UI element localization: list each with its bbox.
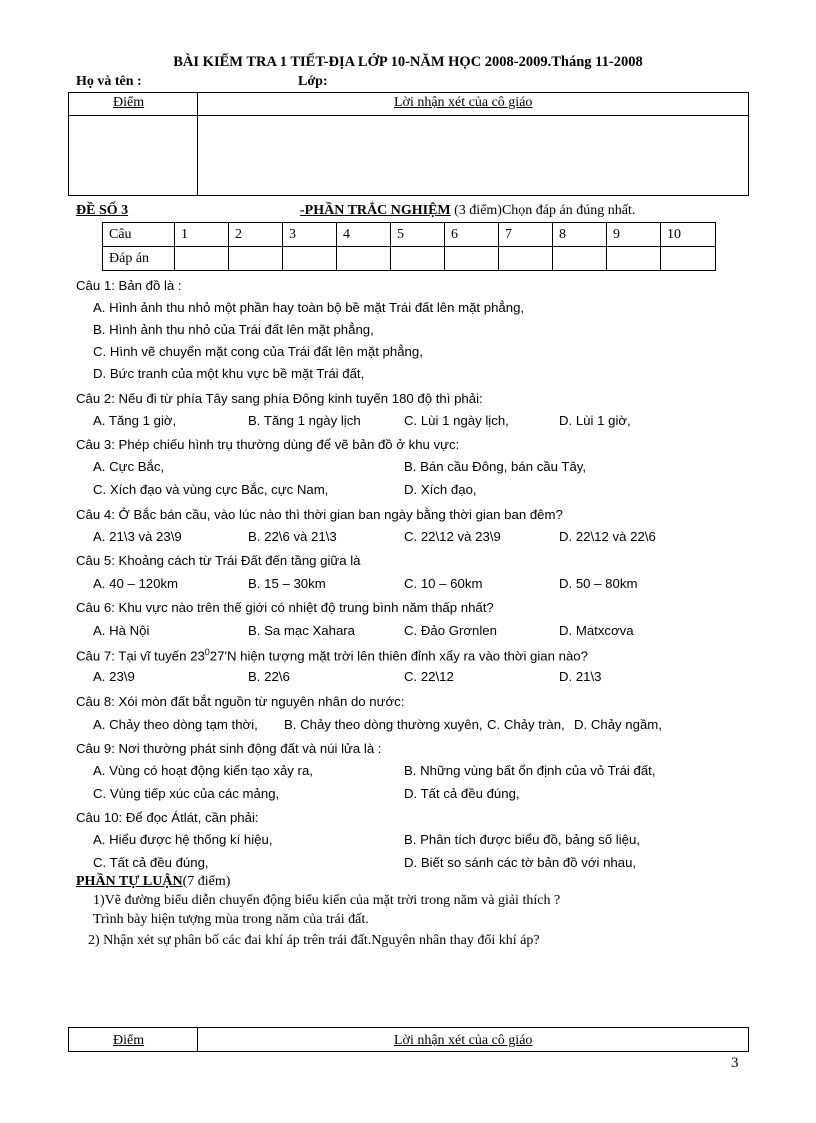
option-3b: B. Bán cầu Đông, bán cầu Tây, [404, 459, 587, 474]
option-7b: B. 22\6 [248, 669, 290, 684]
answer-table [102, 222, 716, 271]
answer-cell[interactable] [661, 247, 716, 271]
answer-table-row-numbers [103, 223, 716, 247]
answer-cell[interactable] [175, 247, 229, 271]
bottom-score-label: Điểm [113, 1033, 145, 1048]
exam-title: BÀI KIỂM TRA 1 TIẾT-ĐỊA LỚP 10-NĂM HỌC 2008-2009.Tháng 11-2008 [173, 54, 643, 70]
option-8b: B. Chảy theo dòng thường xuyên, [284, 717, 483, 732]
answer-table-number: 1 [175, 223, 229, 247]
essay-title: PHẦN TỰ LUẬN [76, 874, 183, 889]
mc-section-header [300, 203, 635, 219]
option-10c: C. Tất cả đều đúng, [93, 855, 209, 870]
answer-cell[interactable] [229, 247, 283, 271]
option-7c: C. 22\12 [404, 669, 454, 684]
answer-cell[interactable] [607, 247, 661, 271]
score-label: Điểm [113, 95, 145, 110]
question-5: Câu 5: Khoảng cách từ Trái Đất đến tầng giữa là [76, 553, 361, 568]
option-9a: A. Vùng có hoạt động kiến tạo xảy ra, [93, 763, 313, 778]
answer-table-number: 2 [229, 223, 283, 247]
answer-cell[interactable] [337, 247, 391, 271]
answer-cell[interactable] [445, 247, 499, 271]
option-5c: C. 10 – 60km [404, 576, 483, 591]
answer-table-number: 7 [499, 223, 553, 247]
question-10: Câu 10: Để đọc Átlát, cần phải: [76, 810, 259, 825]
answer-table-answer-label: Đáp án [103, 247, 175, 271]
teacher-comment-label: Lời nhận xét của cô giáo [394, 95, 533, 110]
option-2b: B. Tăng 1 ngày lịch [248, 413, 361, 428]
essay-note: (7 điểm) [182, 874, 231, 889]
answer-table-row-answers [103, 247, 716, 271]
page-number: 3 [731, 1055, 739, 1071]
answer-table-number: 8 [553, 223, 607, 247]
option-4a: A. 21\3 và 23\9 [93, 529, 182, 544]
question-9: Câu 9: Nơi thường phát sinh động đất và núi lửa là : [76, 741, 382, 756]
option-6b: B. Sa mạc Xahara [248, 623, 356, 638]
essay-question-2: 2) Nhận xét sự phân bố các đai khí áp trên trái đất.Nguyên nhân thay đổi khí áp? [88, 933, 540, 948]
question-2: Câu 2: Nếu đi từ phía Tây sang phía Đông kinh tuyến 180 độ thì phải: [76, 391, 483, 406]
answer-table-number: 6 [445, 223, 499, 247]
option-5d: D. 50 – 80km [559, 576, 638, 591]
answer-cell[interactable] [283, 247, 337, 271]
option-3c: C. Xích đạo và vùng cực Bắc, cực Nam, [93, 482, 329, 497]
question-3: Câu 3: Phép chiếu hình trụ thường dùng để vẽ bản đồ ở khu vực: [76, 437, 460, 452]
option-10d: D. Biết so sánh các tờ bản đồ với nhau, [404, 855, 637, 870]
option-9b: B. Những vùng bất ổn định của vỏ Trái đất, [404, 763, 656, 778]
essay-header [76, 874, 230, 890]
option-3d: D. Xích đạo, [404, 482, 477, 497]
bottom-teacher-comment-label: Lời nhận xét của cô giáo [394, 1033, 533, 1048]
answer-table-number: 5 [391, 223, 445, 247]
option-8d: D. Chảy ngầm, [574, 717, 662, 732]
option-4c: C. 22\12 và 23\9 [404, 529, 501, 544]
answer-cell[interactable] [553, 247, 607, 271]
option-4d: D. 22\12 và 22\6 [559, 529, 656, 544]
question-4: Câu 4: Ở Bắc bán cầu, vào lúc nào thì thời gian ban ngày bằng thời gian ban đêm? [76, 507, 563, 522]
option-1c: C. Hình vẽ chuyển mặt cong của Trái đất lên mặt phẳng, [93, 344, 423, 359]
option-10b: B. Phân tích được biểu đồ, bảng số liệu, [404, 832, 640, 847]
option-5b: B. 15 – 30km [248, 576, 326, 591]
option-7a: A. 23\9 [93, 669, 135, 684]
mc-section-note: (3 điểm)Chọn đáp án đúng nhất. [454, 203, 636, 218]
option-5a: A. 40 – 120km [93, 576, 179, 591]
option-1a: A. Hình ảnh thu nhỏ một phần hay toàn bộ bề mặt Trái đất lên mặt phẳng, [93, 300, 525, 315]
option-9c: C. Vùng tiếp xúc của các mảng, [93, 786, 280, 801]
option-6a: A. Hà Nội [93, 623, 150, 638]
option-6c: C. Đảo Grơnlen [404, 623, 497, 638]
option-10a: A. Hiểu được hệ thống kí hiệu, [93, 832, 273, 847]
answer-cell[interactable] [391, 247, 445, 271]
question-7 [76, 647, 588, 663]
option-1d: D. Bức tranh của một khu vực bề mặt Trái đất, [93, 366, 365, 381]
question-1: Câu 1: Bản đồ là : [76, 278, 182, 293]
question-6: Câu 6: Khu vực nào trên thế giới có nhiệt độ trung bình năm thấp nhất? [76, 600, 494, 615]
option-4b: B. 22\6 và 21\3 [248, 529, 337, 544]
answer-table-number: 4 [337, 223, 391, 247]
option-8a: A. Chảy theo dòng tạm thời, [93, 717, 258, 732]
answer-table-number: 10 [661, 223, 716, 247]
option-1b: B. Hình ảnh thu nhỏ của Trái đất lên mặt phẳng, [93, 322, 374, 337]
degree-superscript: 0 [204, 647, 210, 657]
option-2c: C. Lùi 1 ngày lịch, [404, 413, 509, 428]
option-2a: A. Tăng 1 giờ, [93, 413, 177, 428]
question-7-pre: Câu 7: Tại vĩ tuyến 23 [76, 648, 205, 664]
answer-table-header: Câu [103, 223, 175, 247]
answer-table-number: 9 [607, 223, 661, 247]
option-6d: D. Matxcơva [559, 623, 634, 638]
mc-section-title: -PHẦN TRẮC NGHIỆM [300, 203, 451, 218]
essay-question-1: 1)Vẽ đường biểu diễn chuyển động biểu kiến của mặt trời trong năm và giải thích ? [93, 893, 561, 908]
exam-code: ĐỀ SỐ 3 [76, 203, 129, 218]
option-8c: C. Chảy tràn, [487, 717, 565, 732]
essay-question-1-cont: Trình bày hiện tượng mùa trong năm của trái đất. [93, 912, 369, 927]
answer-table-number: 3 [283, 223, 337, 247]
question-8: Câu 8: Xói mòn đất bắt nguồn từ nguyên nhân do nước: [76, 694, 405, 709]
option-7d: D. 21\3 [559, 669, 602, 684]
option-3a: A. Cực Bắc, [93, 459, 165, 474]
answer-cell[interactable] [499, 247, 553, 271]
option-2d: D. Lùi 1 giờ, [559, 413, 631, 428]
option-9d: D. Tất cả đều đúng, [404, 786, 520, 801]
question-7-post: 27'N hiện tượng mặt trời lên thiên đỉnh xẩy ra vào thời gian nào? [209, 648, 588, 664]
class-label: Lớp: [298, 74, 328, 89]
name-label: Họ và tên : [76, 74, 142, 89]
